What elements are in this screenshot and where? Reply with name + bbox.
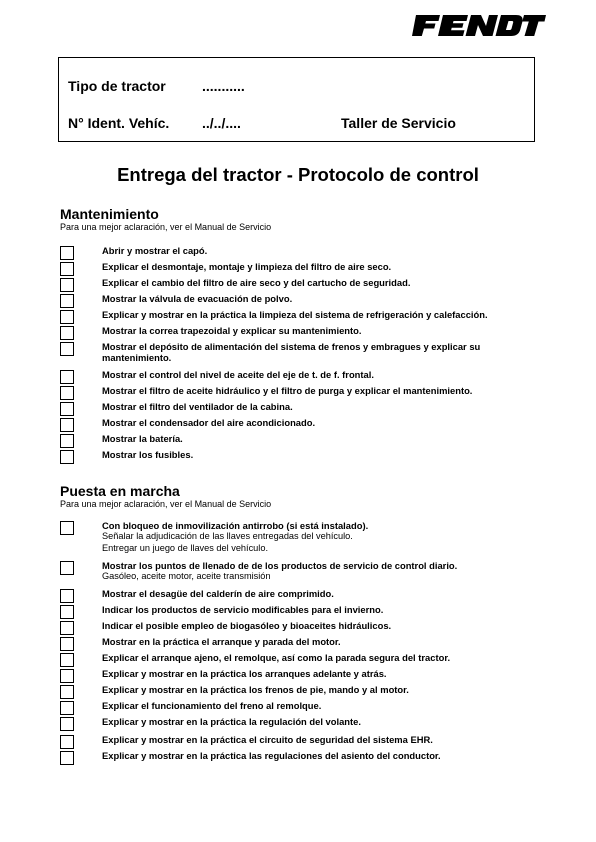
checklist-item-note: Gasóleo, aceite motor, aceite transmisión	[102, 571, 271, 581]
checkbox[interactable]	[60, 418, 74, 432]
checklist-item-text: Explicar el funcionamiento del freno al remolque.	[102, 700, 322, 711]
tractor-type-label: Tipo de tractor	[68, 78, 166, 94]
checkbox[interactable]	[60, 669, 74, 683]
tractor-type-value[interactable]: ...........	[202, 78, 245, 94]
checklist-item-text: Indicar los productos de servicio modificables para el invierno.	[102, 604, 384, 615]
checkbox[interactable]	[60, 653, 74, 667]
checkbox[interactable]	[60, 294, 74, 308]
checklist-item-text: Indicar el posible empleo de biogasóleo y bioaceites hidráulicos.	[102, 620, 392, 631]
section-title: Puesta en marcha	[60, 483, 180, 499]
checkbox[interactable]	[60, 521, 74, 535]
checklist-item-text: Explicar y mostrar en la práctica la regulación del volante.	[102, 716, 361, 727]
section-title: Mantenimiento	[60, 206, 159, 222]
checkbox[interactable]	[60, 262, 74, 276]
checklist-item-text: Mostrar el depósito de alimentación del sistema de frenos y embragues y explicar su mantenimiento.	[102, 341, 481, 363]
checklist-item-text: Explicar y mostrar en la práctica el circuito de seguridad del sistema EHR.	[102, 734, 433, 745]
checkbox[interactable]	[60, 685, 74, 699]
checklist-item-text: Mostrar en la práctica el arranque y parada del motor.	[102, 636, 341, 647]
checkbox[interactable]	[60, 246, 74, 260]
checklist-item-text: Abrir y mostrar el capó.	[102, 245, 208, 256]
vehicle-ident-value[interactable]: ../../....	[202, 115, 241, 131]
checkbox[interactable]	[60, 450, 74, 464]
checkbox[interactable]	[60, 402, 74, 416]
checklist-item-text: Explicar y mostrar en la práctica la limpieza del sistema de refrigeración y calefacción.	[102, 309, 488, 320]
checklist-item-text: Explicar y mostrar en la práctica las regulaciones del asiento del conductor.	[102, 750, 441, 761]
checklist-item-text: Mostrar el condensador del aire acondicionado.	[102, 417, 316, 428]
checkbox[interactable]	[60, 326, 74, 340]
checkbox[interactable]	[60, 605, 74, 619]
checklist-item-text: Explicar y mostrar en la práctica los arranques adelante y atrás.	[102, 668, 387, 679]
document-title: Entrega del tractor - Protocolo de control	[117, 164, 479, 185]
checkbox[interactable]	[60, 386, 74, 400]
checkbox[interactable]	[60, 278, 74, 292]
fendt-logo	[412, 12, 546, 38]
checklist-item-text: Mostrar los puntos de llenado de de los productos de servicio de control diario.	[102, 560, 458, 571]
checklist-item-text: Explicar el arranque ajeno, el remolque, así como la parada segura del tractor.	[102, 652, 451, 663]
checkbox[interactable]	[60, 310, 74, 324]
checkbox[interactable]	[60, 735, 74, 749]
section-subtitle: Para una mejor aclaración, ver el Manual de Servicio	[60, 499, 272, 509]
checkbox[interactable]	[60, 701, 74, 715]
checklist-item-text: Mostrar la batería.	[102, 433, 183, 444]
checkbox[interactable]	[60, 589, 74, 603]
checklist-item-text: Mostrar el filtro del ventilador de la cabina.	[102, 401, 293, 412]
fendt-wordmark	[412, 12, 546, 38]
checkbox[interactable]	[60, 342, 74, 356]
checklist-item-text: Mostrar el filtro de aceite hidráulico y el filtro de purga y explicar el mantenimiento.	[102, 385, 473, 396]
section-commissioning	[60, 483, 550, 510]
checklist-item-text: Con bloqueo de inmovilización antirrobo (si está instalado).	[102, 520, 369, 531]
checkbox[interactable]	[60, 561, 74, 575]
checklist-item-note: Señalar la adjudicación de las llaves entregadas del vehículo.	[102, 531, 353, 541]
vehicle-info-box	[58, 57, 535, 142]
workshop-label: Taller de Servicio	[341, 115, 456, 131]
checkbox[interactable]	[60, 621, 74, 635]
vehicle-ident-label: N° Ident. Vehíc.	[68, 115, 170, 131]
checkbox[interactable]	[60, 637, 74, 651]
checklist-item-note: Entregar un juego de llaves del vehículo.	[102, 543, 268, 553]
checkbox[interactable]	[60, 751, 74, 765]
checkbox[interactable]	[60, 370, 74, 384]
section-subtitle: Para una mejor aclaración, ver el Manual de Servicio	[60, 222, 272, 232]
checklist-item-text: Mostrar el control del nivel de aceite del eje de t. de f. frontal.	[102, 369, 374, 380]
section-maintenance	[60, 206, 550, 233]
checklist-item-text: Mostrar la válvula de evacuación de polvo.	[102, 293, 293, 304]
checkbox[interactable]	[60, 434, 74, 448]
checklist-item-text: Mostrar el desagüe del calderín de aire comprimido.	[102, 588, 334, 599]
checklist-item-text: Explicar y mostrar en la práctica los frenos de pie, mando y al motor.	[102, 684, 409, 695]
checkbox[interactable]	[60, 717, 74, 731]
checklist-item-text: Mostrar la correa trapezoidal y explicar su mantenimiento.	[102, 325, 362, 336]
checklist-item-text: Explicar el desmontaje, montaje y limpieza del filtro de aire seco.	[102, 261, 392, 272]
checklist-item-text: Mostrar los fusibles.	[102, 449, 194, 460]
checklist-item-text: Explicar el cambio del filtro de aire seco y del cartucho de seguridad.	[102, 277, 411, 288]
